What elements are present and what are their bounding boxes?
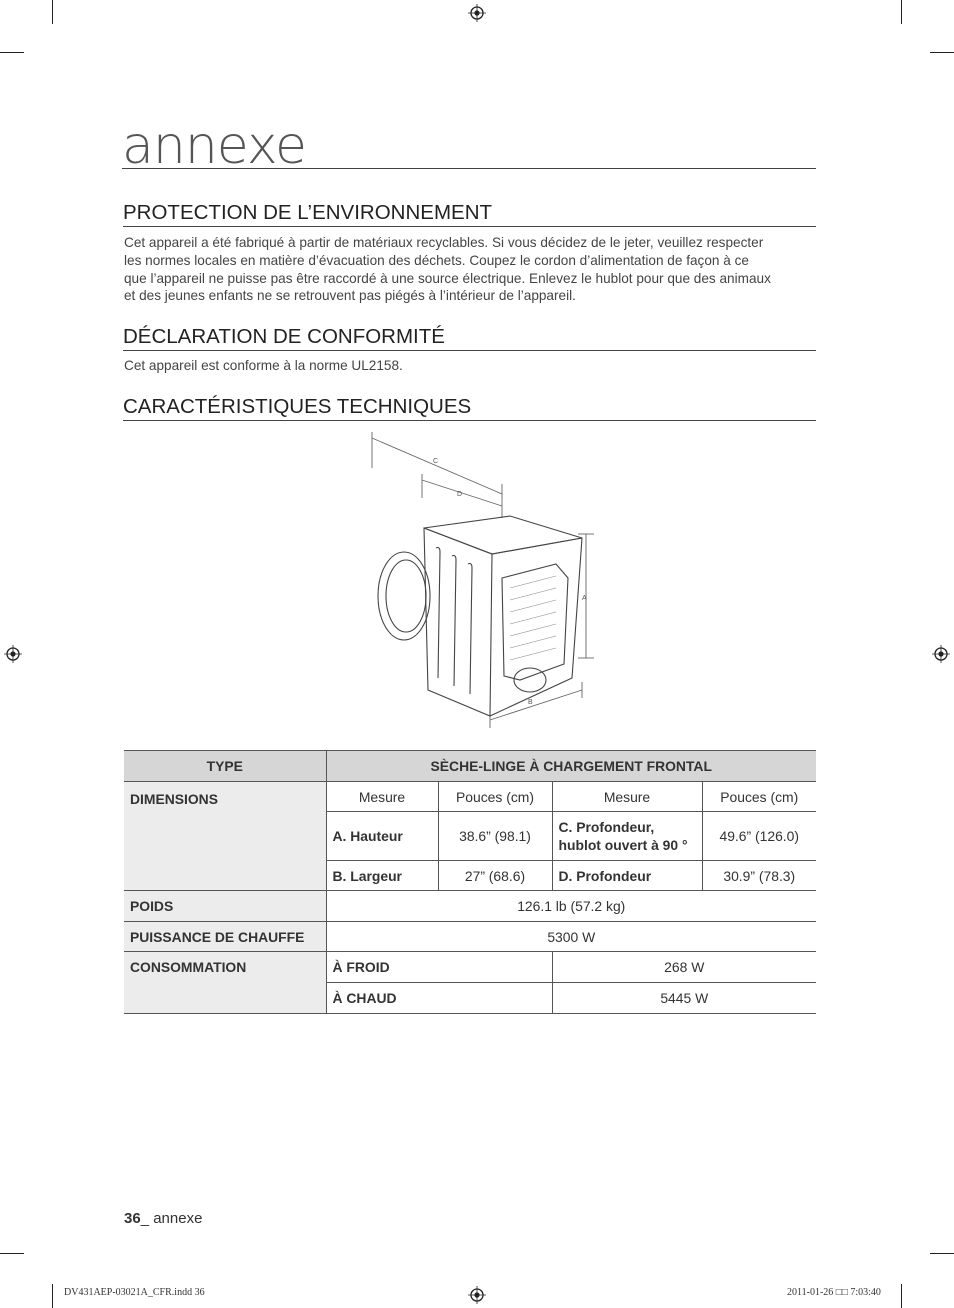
table-row: [124, 922, 816, 952]
depth-open-label-line: C. Profondeur,: [558, 819, 655, 835]
table-row: [124, 751, 816, 782]
table-row: [124, 782, 816, 812]
file-slug: DV431AEP-03021A_CFR.indd 36: [64, 1287, 205, 1298]
dryer-dimension-diagram: [360, 428, 610, 740]
width-value: 27” (68.6): [438, 861, 552, 891]
crop-mark: [52, 0, 53, 24]
width-label: B. Largeur: [326, 861, 438, 891]
hot-label: À CHAUD: [326, 983, 552, 1014]
table-row: [124, 891, 816, 922]
table-row: [124, 952, 816, 983]
table-header-type-value: SÈCHE-LINGE À CHARGEMENT FRONTAL: [326, 751, 816, 782]
specifications-table: [124, 750, 816, 1014]
paragraph-line: les normes locales en matière d’évacuation des déchets. Coupez le cordon d’alimentation de façon à ce: [124, 252, 749, 268]
depth-open-value: 49.6” (126.0): [702, 812, 816, 861]
column-inches: Pouces (cm): [702, 782, 816, 812]
table-header-type: TYPE: [124, 751, 326, 782]
page-title: annexe: [122, 118, 816, 169]
dimension-label-b: B: [528, 699, 533, 706]
consumption-label: CONSOMMATION: [124, 952, 326, 1014]
page-number: 36: [124, 1210, 141, 1227]
height-label: A. Hauteur: [326, 812, 438, 861]
environment-heading: PROTECTION DE L’ENVIRONNEMENT: [123, 201, 816, 227]
page-footer: [124, 1210, 202, 1227]
conformity-paragraph: Cet appareil est conforme à la norme UL2158.: [124, 358, 403, 373]
dimension-label-a: A: [582, 595, 587, 602]
column-inches: Pouces (cm): [438, 782, 552, 812]
column-measure: Mesure: [326, 782, 438, 812]
weight-value: 126.1 lb (57.2 kg): [326, 891, 816, 922]
height-value: 38.6” (98.1): [438, 812, 552, 861]
crop-mark: [0, 1253, 24, 1254]
date-slug: 2011-01-26 □□ 7:03:40: [787, 1287, 881, 1298]
depth-open-label: [552, 812, 702, 861]
heat-value: 5300 W: [326, 922, 816, 952]
weight-label: POIDS: [124, 891, 326, 922]
cold-value: 268 W: [552, 952, 816, 983]
registration-mark-icon: [468, 1286, 486, 1304]
environment-paragraph: [124, 234, 818, 305]
crop-mark: [0, 52, 24, 53]
paragraph-line: et des jeunes enfants ne se retrouvent pas piégés à l’intérieur de l’appareil.: [124, 288, 576, 304]
crop-mark: [930, 52, 954, 53]
crop-mark: [901, 0, 902, 24]
heat-label: PUISSANCE DE CHAUFFE: [124, 922, 326, 952]
paragraph-line: que l’appareil ne puisse pas être raccordé à une source électrique. Enlevez le hublot pour que des animaux: [124, 270, 771, 286]
registration-mark-icon: [932, 645, 950, 663]
hot-value: 5445 W: [552, 983, 816, 1014]
depth-value: 30.9” (78.3): [702, 861, 816, 891]
crop-mark: [930, 1253, 954, 1254]
cold-label: À FROID: [326, 952, 552, 983]
depth-label: D. Profondeur: [552, 861, 702, 891]
depth-open-label-line: hublot ouvert à 90 °: [558, 837, 688, 853]
conformity-heading: DÉCLARATION DE CONFORMITÉ: [123, 325, 816, 351]
dimension-label-c: C: [433, 458, 439, 465]
page-footer-label: _ annexe: [140, 1210, 203, 1227]
registration-mark-icon: [4, 645, 22, 663]
registration-mark-icon: [468, 4, 486, 22]
column-measure: Mesure: [552, 782, 702, 812]
specs-heading: CARACTÉRISTIQUES TECHNIQUES: [123, 395, 816, 421]
crop-mark: [901, 1284, 902, 1308]
dimension-label-d: D: [457, 491, 463, 498]
dimensions-label: DIMENSIONS: [124, 782, 326, 891]
crop-mark: [52, 1284, 53, 1308]
paragraph-line: Cet appareil a été fabriqué à partir de matériaux recyclables. Si vous décidez de le jeter, veuillez respecter: [124, 235, 764, 250]
